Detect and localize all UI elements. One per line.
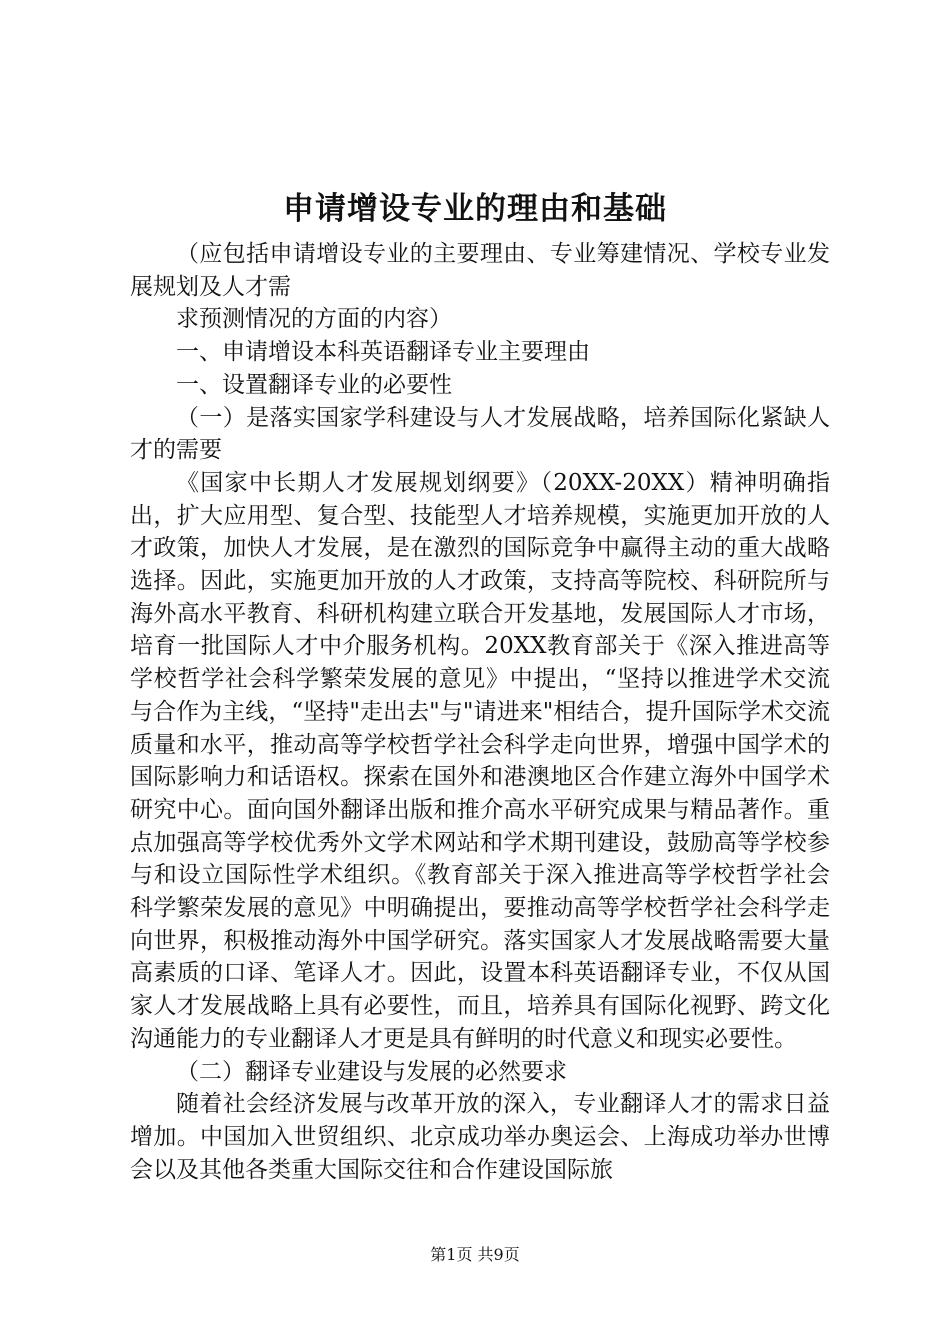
- document-title: 申请增设专业的理由和基础: [283, 191, 667, 227]
- paragraph-market-demand: 随着社会经济发展与改革开放的深入，专业翻译人才的需求日益增加。中国加入世贸组织、北京成功举办奥运会、上海成功举办世博会以及其他各类重大国际交往和合作建设国际旅: [130, 1091, 830, 1183]
- page-number-footer: 第1页 共9页: [430, 1245, 520, 1264]
- section-heading-reasons: 一、申请增设本科英语翻译专业主要理由: [176, 339, 590, 366]
- section-heading-necessity: 一、设置翻译专业的必要性: [176, 371, 452, 398]
- paragraph-scope-note-part2: 求预测情况的方面的内容）: [176, 306, 452, 333]
- subheading-national-strategy: （一）是落实国家学科建设与人才发展战略，培养国际化紧缺人才的需要: [130, 404, 830, 464]
- subheading-major-development: （二）翻译专业建设与发展的必然要求: [176, 1058, 567, 1085]
- document-body: [130, 238, 830, 1186]
- paragraph-scope-note-part1: （应包括申请增设专业的主要理由、专业筹建情况、学校专业发展规划及人才需: [130, 241, 830, 300]
- paragraph-national-strategy: 《国家中长期人才发展规划纲要》（20XX-20XX）精神明确指出，扩大应用型、复合型、技能型人才培养规模，实施更加开放的人才政策，加快人才发展，是在激烈的国际竞争中赢得主动的重大战略选择。因此，实施更加开放的人才政策，支持高等院校、科研院所与海外高水平教育、科研机构建立联合开发基地，发展国际人才市场，培育一批国际人才中介服务机构。20XX教育部关于《深入推进高等学校哲学社会科学繁荣发展的意见》中提出，“坚持以推进学术交流与合作为主线，“坚持"走出去"与"请进来"相结合，提升国际学术交流质量和水平，推动高等学校哲学社会科学走向世界，增强中国学术的国际影响力和话语权。探索在国外和港澳地区合作建立海外中国学术研究中心。面向国外翻译出版和推介高水平研究成果与精品著作。重点加强高等学校优秀外文学术网站和学术期刊建设，鼓励高等学校参与和设立国际性学术组织。《教育部关于深入推进高等学校哲学社会科学繁荣发展的意见》中明确提出，要推动高等学校哲学社会科学走向世界，积极推动海外中国学研究。落实国家人才发展战略需要大量高素质的口译、笔译人才。因此，设置本科英语翻译专业，不仅从国家人才发展战略上具有必要性，而且，培养具有国际化视野、跨文化沟通能力的专业翻译人才更是具有鲜明的时代意义和现实必要性。: [130, 469, 830, 1052]
